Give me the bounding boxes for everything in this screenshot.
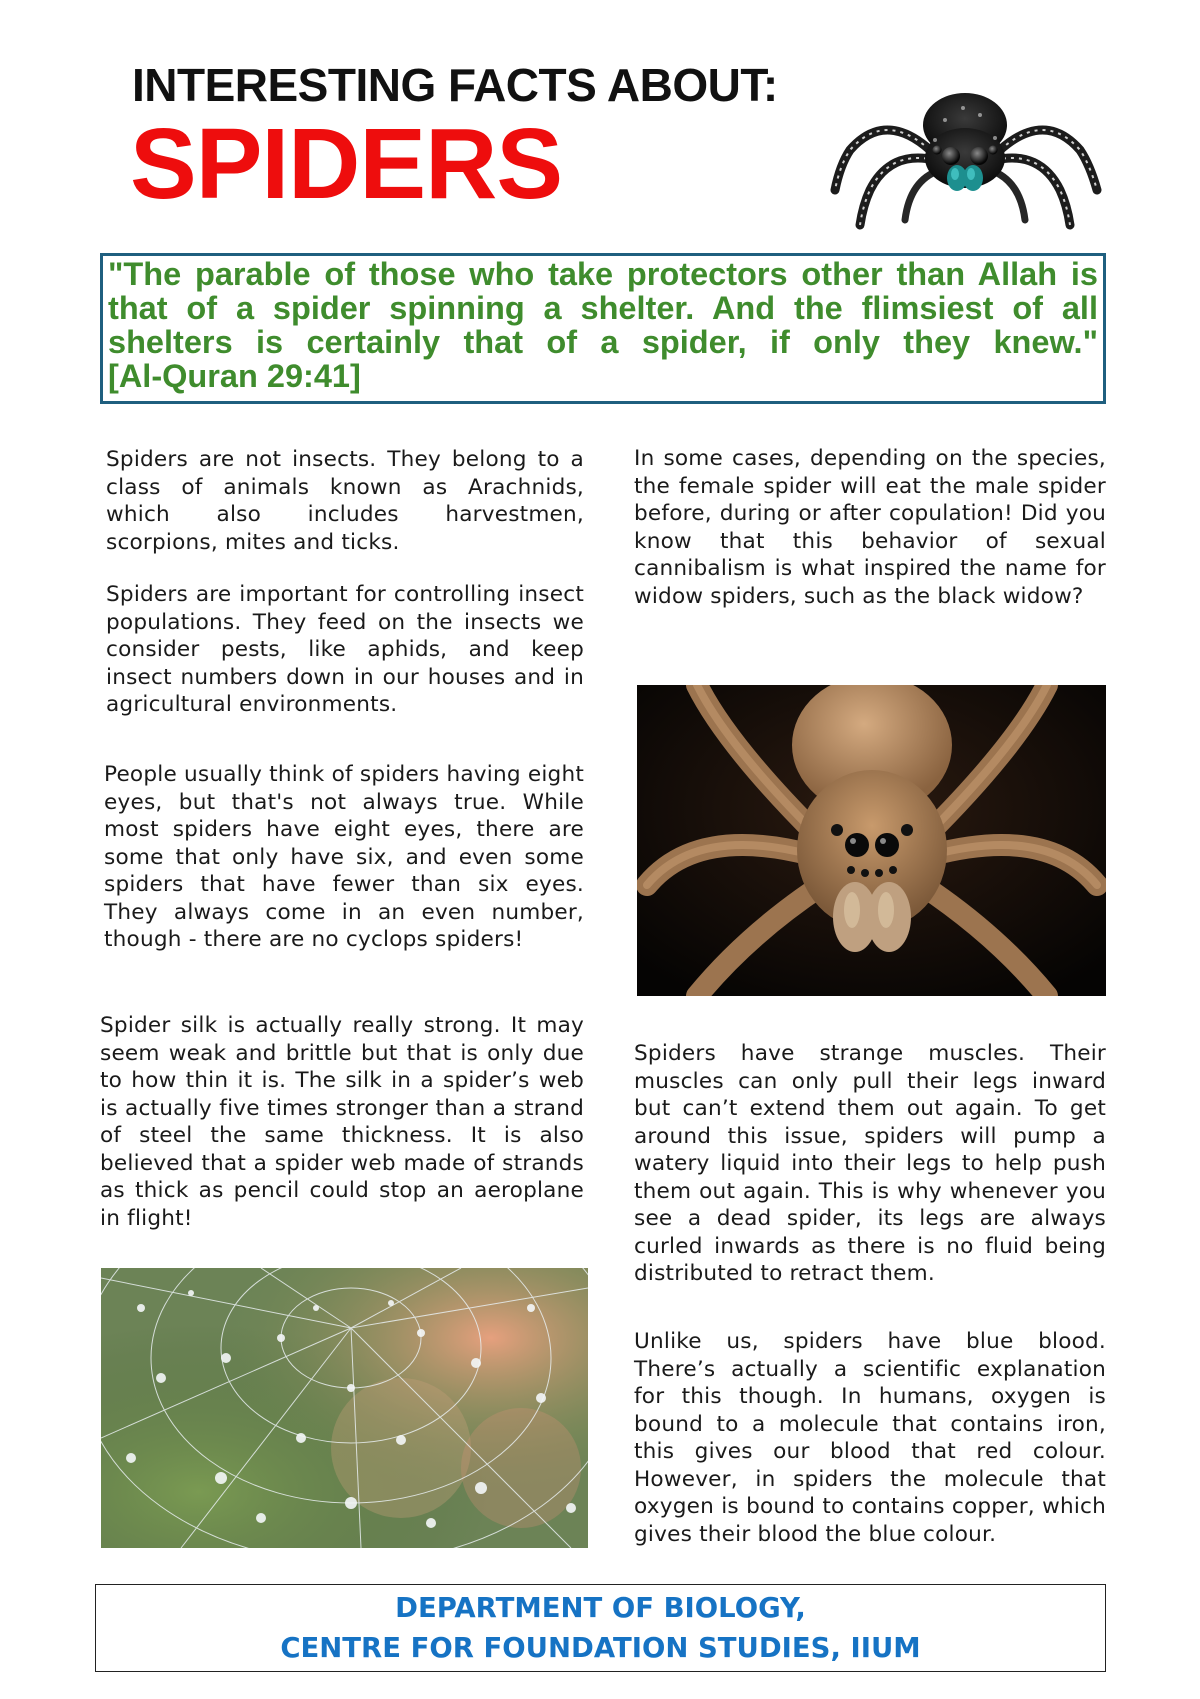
footer-department bbox=[95, 1584, 1106, 1672]
footer-line-1: DEPARTMENT OF BIOLOGY, bbox=[395, 1592, 806, 1624]
fact-muscles: Spiders have strange muscles. Their muscles can only pull their legs inward but can’t extend them out again. To get around this issue, spiders will pump a watery liquid into their legs to help push them out again. This is why whenever you see a dead spider, its legs are always curled inwards as there is no fluid being distributed to retract them. bbox=[634, 1041, 1106, 1286]
quote-source: [Al-Quran 29:41] bbox=[108, 358, 361, 394]
spider-web-photo bbox=[101, 1268, 588, 1548]
title-spiders: SPIDERS bbox=[130, 108, 563, 220]
quote-text: "The parable of those who take protectors other than Allah is that of a spider spinning a shelter. And the flimsiest of all shelters is certainly that of a spider, if only they knew." bbox=[108, 256, 1098, 360]
fact-cannibalism: In some cases, depending on the species, the female spider will eat the male spider before, during or after copulation! Did you know that this behavior of sexual cannibalism is what inspired the name for widow spiders, such as the black widow? bbox=[634, 446, 1106, 609]
footer-line-2: CENTRE FOR FOUNDATION STUDIES, IIUM bbox=[280, 1632, 921, 1664]
quran-quote-box bbox=[100, 253, 1106, 404]
fact-silk-strength: Spider silk is actually really strong. It may seem weak and brittle but that is only due to how thin it is. The silk in a spider’s web is actually five times stronger than a strand of steel the same thickness. It is also believed that a spider web made of strands as thick as pencil could stop an aeroplane in flight! bbox=[100, 1013, 584, 1231]
jumping-spider-image bbox=[815, 80, 1115, 230]
title-line-1: INTERESTING FACTS ABOUT: bbox=[132, 59, 778, 111]
wolf-spider-photo bbox=[637, 685, 1106, 996]
fact-not-insects: Spiders are not insects. They belong to a class of animals known as Arachnids, which also includes harvestmen, scorpions, mites and ticks. bbox=[106, 447, 584, 555]
fact-eyes: People usually think of spiders having eight eyes, but that's not always true. While most spiders have eight eyes, there are some that only have six, and even some spiders that have fewer than six eyes. They always come in an even number, though - there are no cyclops spiders! bbox=[104, 762, 584, 952]
fact-blue-blood: Unlike us, spiders have blue blood. There’s actually a scientific explanation for this though. In humans, oxygen is bound to a molecule that contains iron, this gives our blood that red colour. However, in spiders the molecule that oxygen is bound to contains copper, which gives their blood the blue colour. bbox=[634, 1329, 1106, 1547]
fact-insect-control: Spiders are important for controlling insect populations. They feed on the insects we consider pests, like aphids, and keep insect numbers down in our houses and in agricultural environments. bbox=[106, 582, 584, 717]
